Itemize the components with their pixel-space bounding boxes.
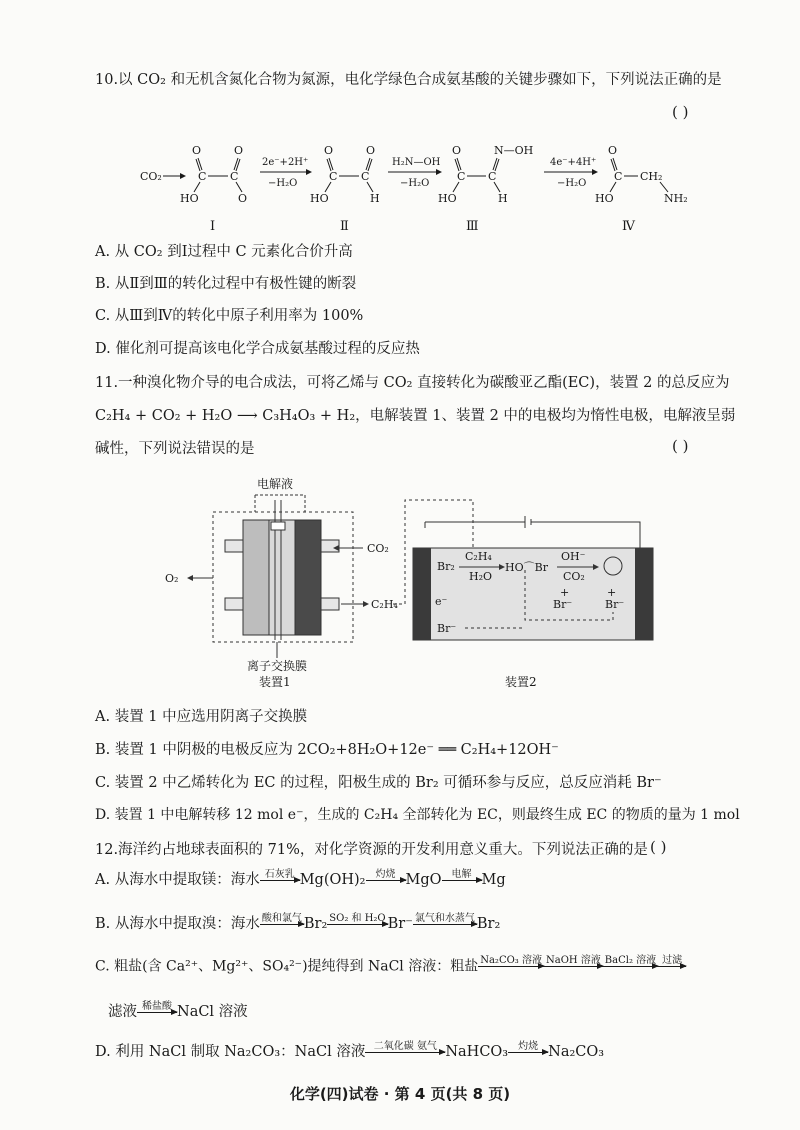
q10-reaction-scheme	[130, 140, 730, 250]
svg-text:NH₂: NH₂	[664, 192, 688, 205]
q10-option-b: B. 从Ⅱ到Ⅲ的转化过程中有极性键的断裂	[95, 276, 357, 292]
q12-option-b: B. 从海水中提取溴：海水 酸和氯气 Br₂ SO₂ 和 H₂O Br⁻ 氯气和水蒸气 Br₂	[95, 912, 501, 932]
svg-text:CO₂: CO₂	[563, 570, 585, 583]
svg-text:Br⁻: Br⁻	[437, 622, 457, 635]
svg-text:OH⁻: OH⁻	[561, 550, 586, 563]
svg-text:O: O	[608, 144, 618, 157]
svg-text:C: C	[457, 170, 466, 183]
svg-text:H: H	[498, 192, 508, 205]
q11-option-c: C. 装置 2 中乙烯转化为 EC 的过程，阳极生成的 Br₂ 可循环参与反应，总反应消耗 Br⁻	[95, 775, 662, 791]
svg-text:C₂H₄: C₂H₄	[371, 598, 398, 611]
label-compound-iii: Ⅲ	[466, 219, 479, 234]
q10-co2: CO₂	[140, 170, 162, 183]
svg-text:4e⁻+4H⁺: 4e⁻+4H⁺	[550, 157, 597, 168]
svg-text:HO: HO	[310, 192, 329, 205]
q11-answer-paren: ( )	[672, 437, 689, 455]
svg-text:C: C	[614, 170, 623, 183]
svg-text:e⁻: e⁻	[435, 595, 448, 608]
svg-text:H₂N—OH: H₂N—OH	[392, 157, 441, 168]
label-device-2: 装置2	[505, 675, 537, 689]
svg-text:HO: HO	[180, 192, 199, 205]
svg-text:N—OH: N—OH	[494, 144, 534, 157]
svg-text:C: C	[329, 170, 338, 183]
q11-option-d: D. 装置 1 中电解转移 12 mol e⁻，生成的 C₂H₄ 全部转化为 EC，则最终生成 EC 的物质的量为 1 mol	[95, 807, 740, 823]
q12-option-a: A. 从海水中提取镁：海水 石灰乳 Mg(OH)₂ 灼烧 MgO 电解 Mg	[95, 868, 506, 888]
svg-text:H₂O: H₂O	[469, 570, 493, 583]
svg-text:Br⁻: Br⁻	[605, 598, 625, 611]
svg-text:+: +	[560, 586, 570, 599]
svg-text:HO: HO	[438, 192, 457, 205]
label-device-1: 装置1	[259, 675, 291, 689]
svg-text:C: C	[198, 170, 207, 183]
svg-text:H: H	[370, 192, 380, 205]
q11-option-a: A. 装置 1 中应选用阴离子交换膜	[95, 709, 308, 725]
q11-stem-3: 碱性，下列说法错误的是	[95, 441, 255, 457]
q10-answer-paren: ( )	[672, 103, 689, 121]
svg-text:HO⌒Br: HO⌒Br	[505, 561, 548, 574]
svg-text:O: O	[238, 192, 248, 205]
q10-stem: 10.以 CO₂ 和无机含氮化合物为氮源，电化学绿色合成氨基酸的关键步骤如下，下列说法正确的是	[95, 72, 722, 88]
svg-text:O: O	[452, 144, 462, 157]
svg-text:C₂H₄: C₂H₄	[465, 550, 492, 563]
q12-stem: 12.海洋约占地球表面积的 71%，对化学资源的开发利用意义重大。下列说法正确的是	[95, 842, 648, 858]
svg-text:O: O	[234, 144, 244, 157]
q11-electrolysis-figure	[165, 470, 685, 690]
q11-option-b: B. 装置 1 中阴极的电极反应为 2CO₂+8H₂O+12e⁻ ══ C₂H₄+12OH⁻	[95, 742, 559, 758]
svg-text:Br⁻: Br⁻	[553, 598, 573, 611]
q10-option-a: A. 从 CO₂ 到Ⅰ过程中 C 元素化合价升高	[95, 244, 353, 260]
svg-text:2e⁻+2H⁺: 2e⁻+2H⁺	[262, 157, 309, 168]
svg-text:−H₂O: −H₂O	[557, 178, 587, 189]
label-ion-exchange-membrane: 离子交换膜	[247, 659, 308, 673]
svg-text:+: +	[607, 586, 617, 599]
page-footer: 化学(四)试卷 · 第 4 页(共 8 页)	[289, 1085, 511, 1103]
q12-option-c-cont: 滤液 稀盐酸 NaCl 溶液	[108, 1000, 248, 1020]
q10-option-d: D. 催化剂可提高该电化学合成氨基酸过程的反应热	[95, 341, 420, 357]
q10-option-c: C. 从Ⅲ到Ⅳ的转化中原子利用率为 100%	[95, 308, 364, 324]
svg-text:C: C	[488, 170, 497, 183]
label-compound-i: Ⅰ	[210, 219, 216, 234]
svg-text:−H₂O: −H₂O	[400, 178, 430, 189]
svg-text:−H₂O: −H₂O	[268, 178, 298, 189]
q11-stem-2: C₂H₄ + CO₂ + H₂O ⟶ C₃H₄O₃ + H₂，电解装置 1、装置 2 中的电极均为惰性电极，电解液呈弱	[95, 408, 736, 424]
svg-text:Br₂: Br₂	[437, 560, 455, 573]
q12-option-d: D. 利用 NaCl 制取 Na₂CO₃：NaCl 溶液 二氧化碳 氨气 NaHCO₃ 灼烧 Na₂CO₃	[95, 1040, 605, 1060]
svg-text:CO₂: CO₂	[367, 542, 389, 555]
svg-text:O: O	[192, 144, 202, 157]
svg-text:HO: HO	[595, 192, 614, 205]
svg-text:CH₂: CH₂	[640, 170, 663, 183]
svg-text:C: C	[361, 170, 370, 183]
q12-answer-paren: ( )	[650, 838, 667, 856]
q11-stem-1: 11.一种溴化物介导的电合成法，可将乙烯与 CO₂ 直接转化为碳酸亚乙酯(EC)，装置 2 的总反应为	[95, 375, 730, 391]
label-compound-iv: Ⅳ	[622, 219, 635, 234]
q12-option-c: C. 粗盐(含 Ca²⁺、Mg²⁺、SO₄²⁻)提纯得到 NaCl 溶液：粗盐 Na₂CO₃ 溶液 NaOH 溶液 BaCl₂ 溶液 过滤	[95, 955, 686, 978]
svg-text:O: O	[366, 144, 376, 157]
label-compound-ii: Ⅱ	[340, 219, 349, 234]
svg-text:O₂: O₂	[165, 572, 179, 585]
svg-text:C: C	[230, 170, 239, 183]
svg-text:O: O	[324, 144, 334, 157]
label-electrolyte: 电解液	[257, 477, 294, 491]
